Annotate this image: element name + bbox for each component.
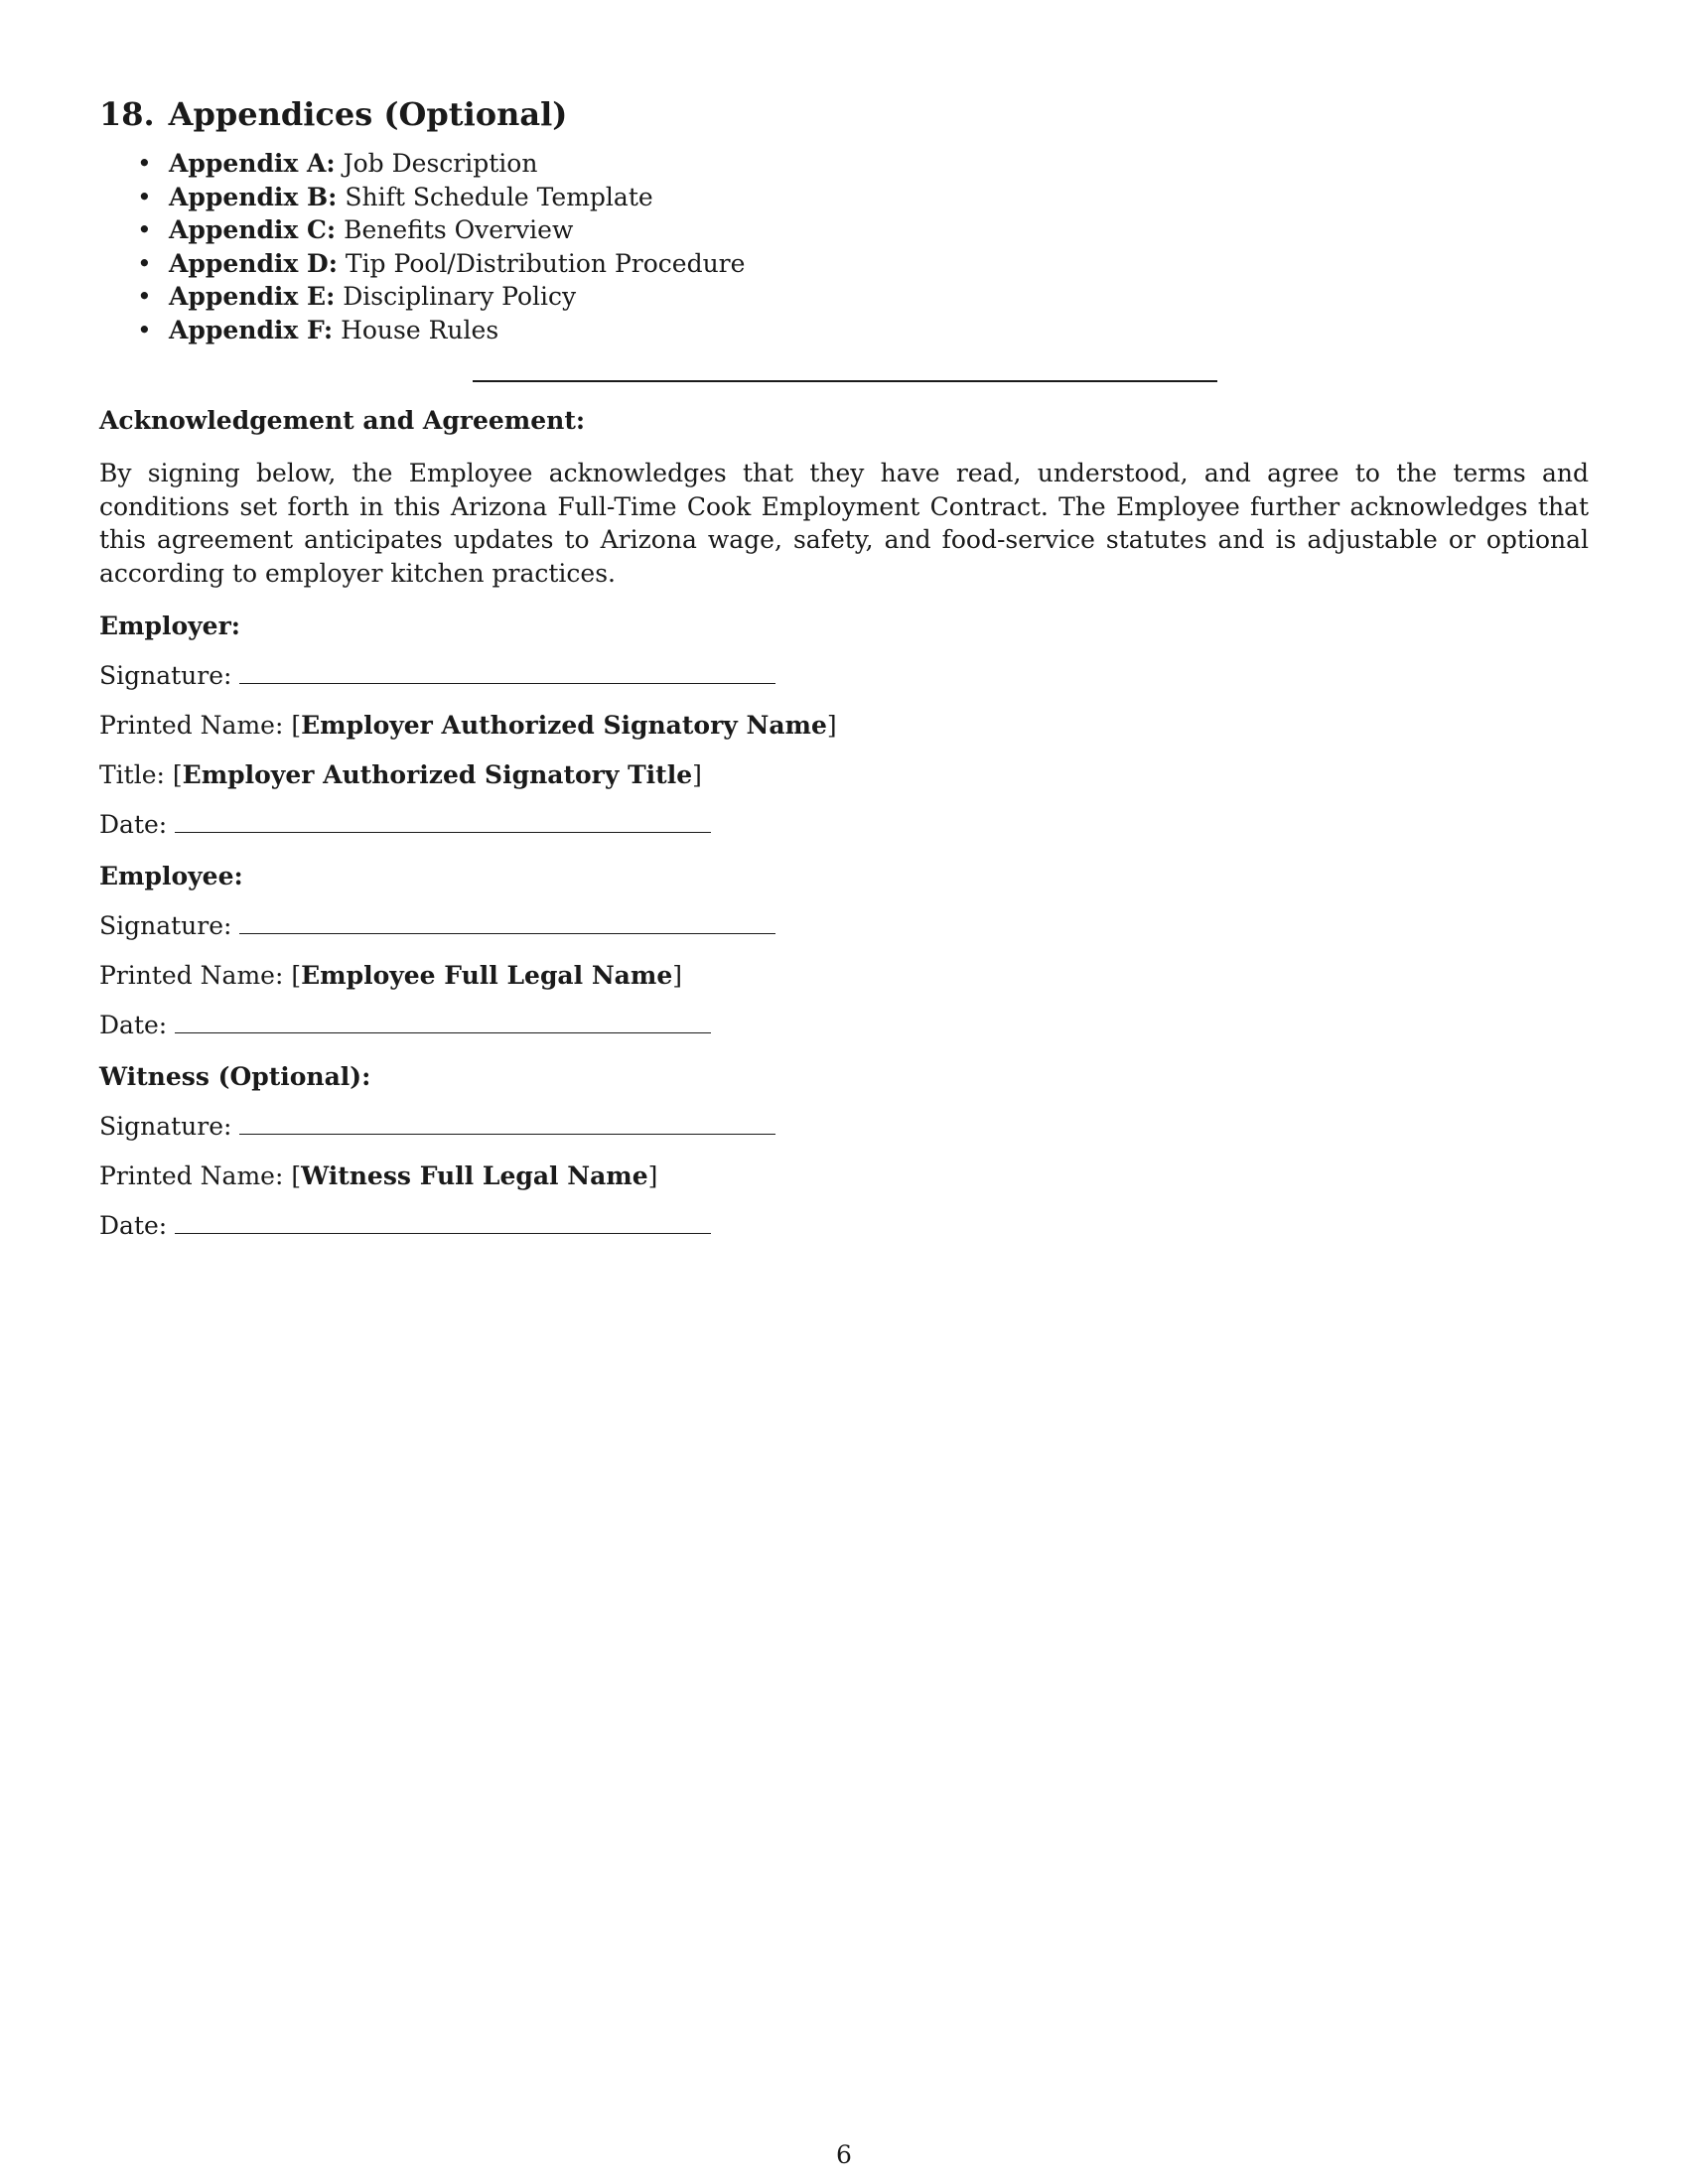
witness-heading: Witness (Optional): [99,1062,371,1091]
signature-label: Signature: [99,661,232,690]
section-title: Appendices (Optional) [168,95,568,133]
appendix-list [99,147,1589,346]
list-item [99,147,1589,181]
date-label: Date: [99,810,168,839]
appendix-label: Appendix E: [169,282,336,311]
employer-title-value: Employer Authorized Signatory Title [182,760,693,789]
appendix-text: Benefits Overview [344,215,574,244]
acknowledgement-text: By signing below, the Employee acknowledges that they have read, understood, and agree to the terms and conditions set forth in this Arizona Full-Time Cook Employment Contract. The Employee further acknowledges that this agreement anticipates updates to Arizona wage, safety, and food-service statutes and is adjustable or optional according to employer kitchen practices. [99,459,1589,588]
date-label: Date: [99,1211,168,1240]
appendix-label: Appendix F: [169,315,334,344]
employer-date-line[interactable] [175,810,711,833]
employee-date-line[interactable] [175,1011,711,1033]
employee-signature-row [99,911,1589,941]
list-item [99,280,1589,314]
appendix-label: Appendix D: [169,248,338,278]
signature-label: Signature: [99,911,232,940]
section-number: 18. [99,95,155,133]
employee-printed-name-row: Printed Name: [Employee Full Legal Name] [99,961,683,990]
appendix-label: Appendix C: [169,215,337,244]
employer-signature-line[interactable] [239,661,775,684]
appendix-text: House Rules [341,315,499,344]
witness-printed-name-row: Printed Name: [Witness Full Legal Name] [99,1161,658,1190]
acknowledgement-title: Acknowledgement and Agreement: [99,406,586,435]
date-label: Date: [99,1011,168,1039]
witness-date-line[interactable] [175,1211,711,1234]
employee-signature-line[interactable] [239,911,775,934]
appendix-label: Appendix A: [169,149,336,178]
printed-name-label: Printed Name: [99,961,284,990]
list-item [99,314,1589,347]
signature-label: Signature: [99,1112,232,1141]
document-page [99,95,1589,1241]
list-item [99,213,1589,247]
employee-heading: Employee: [99,862,243,890]
section-heading [99,95,1589,133]
page-number: 6 [836,2140,852,2169]
employee-date-row [99,1011,1589,1040]
employer-title-row: Title: [Employer Authorized Signatory Title] [99,760,702,789]
witness-printed-name-value: Witness Full Legal Name [301,1161,648,1190]
appendix-text: Shift Schedule Template [345,182,653,211]
appendix-text: Job Description [343,149,538,178]
witness-date-row [99,1211,1589,1241]
title-label: Title: [99,760,165,789]
appendix-label: Appendix B: [169,182,338,211]
employer-date-row [99,810,1589,840]
employer-heading: Employer: [99,612,240,640]
witness-signature-line[interactable] [239,1112,775,1135]
list-item [99,181,1589,214]
employer-printed-name-value: Employer Authorized Signatory Name [301,711,827,740]
employer-signature-row [99,661,1589,691]
printed-name-label: Printed Name: [99,1161,284,1190]
horizontal-divider [473,380,1217,382]
witness-signature-row [99,1112,1589,1142]
list-item [99,247,1589,281]
appendix-text: Tip Pool/Distribution Procedure [345,248,746,278]
appendix-text: Disciplinary Policy [343,282,577,311]
employee-printed-name-value: Employee Full Legal Name [301,961,673,990]
employer-printed-name-row: Printed Name: [Employer Authorized Signatory Name] [99,711,837,740]
printed-name-label: Printed Name: [99,711,284,740]
